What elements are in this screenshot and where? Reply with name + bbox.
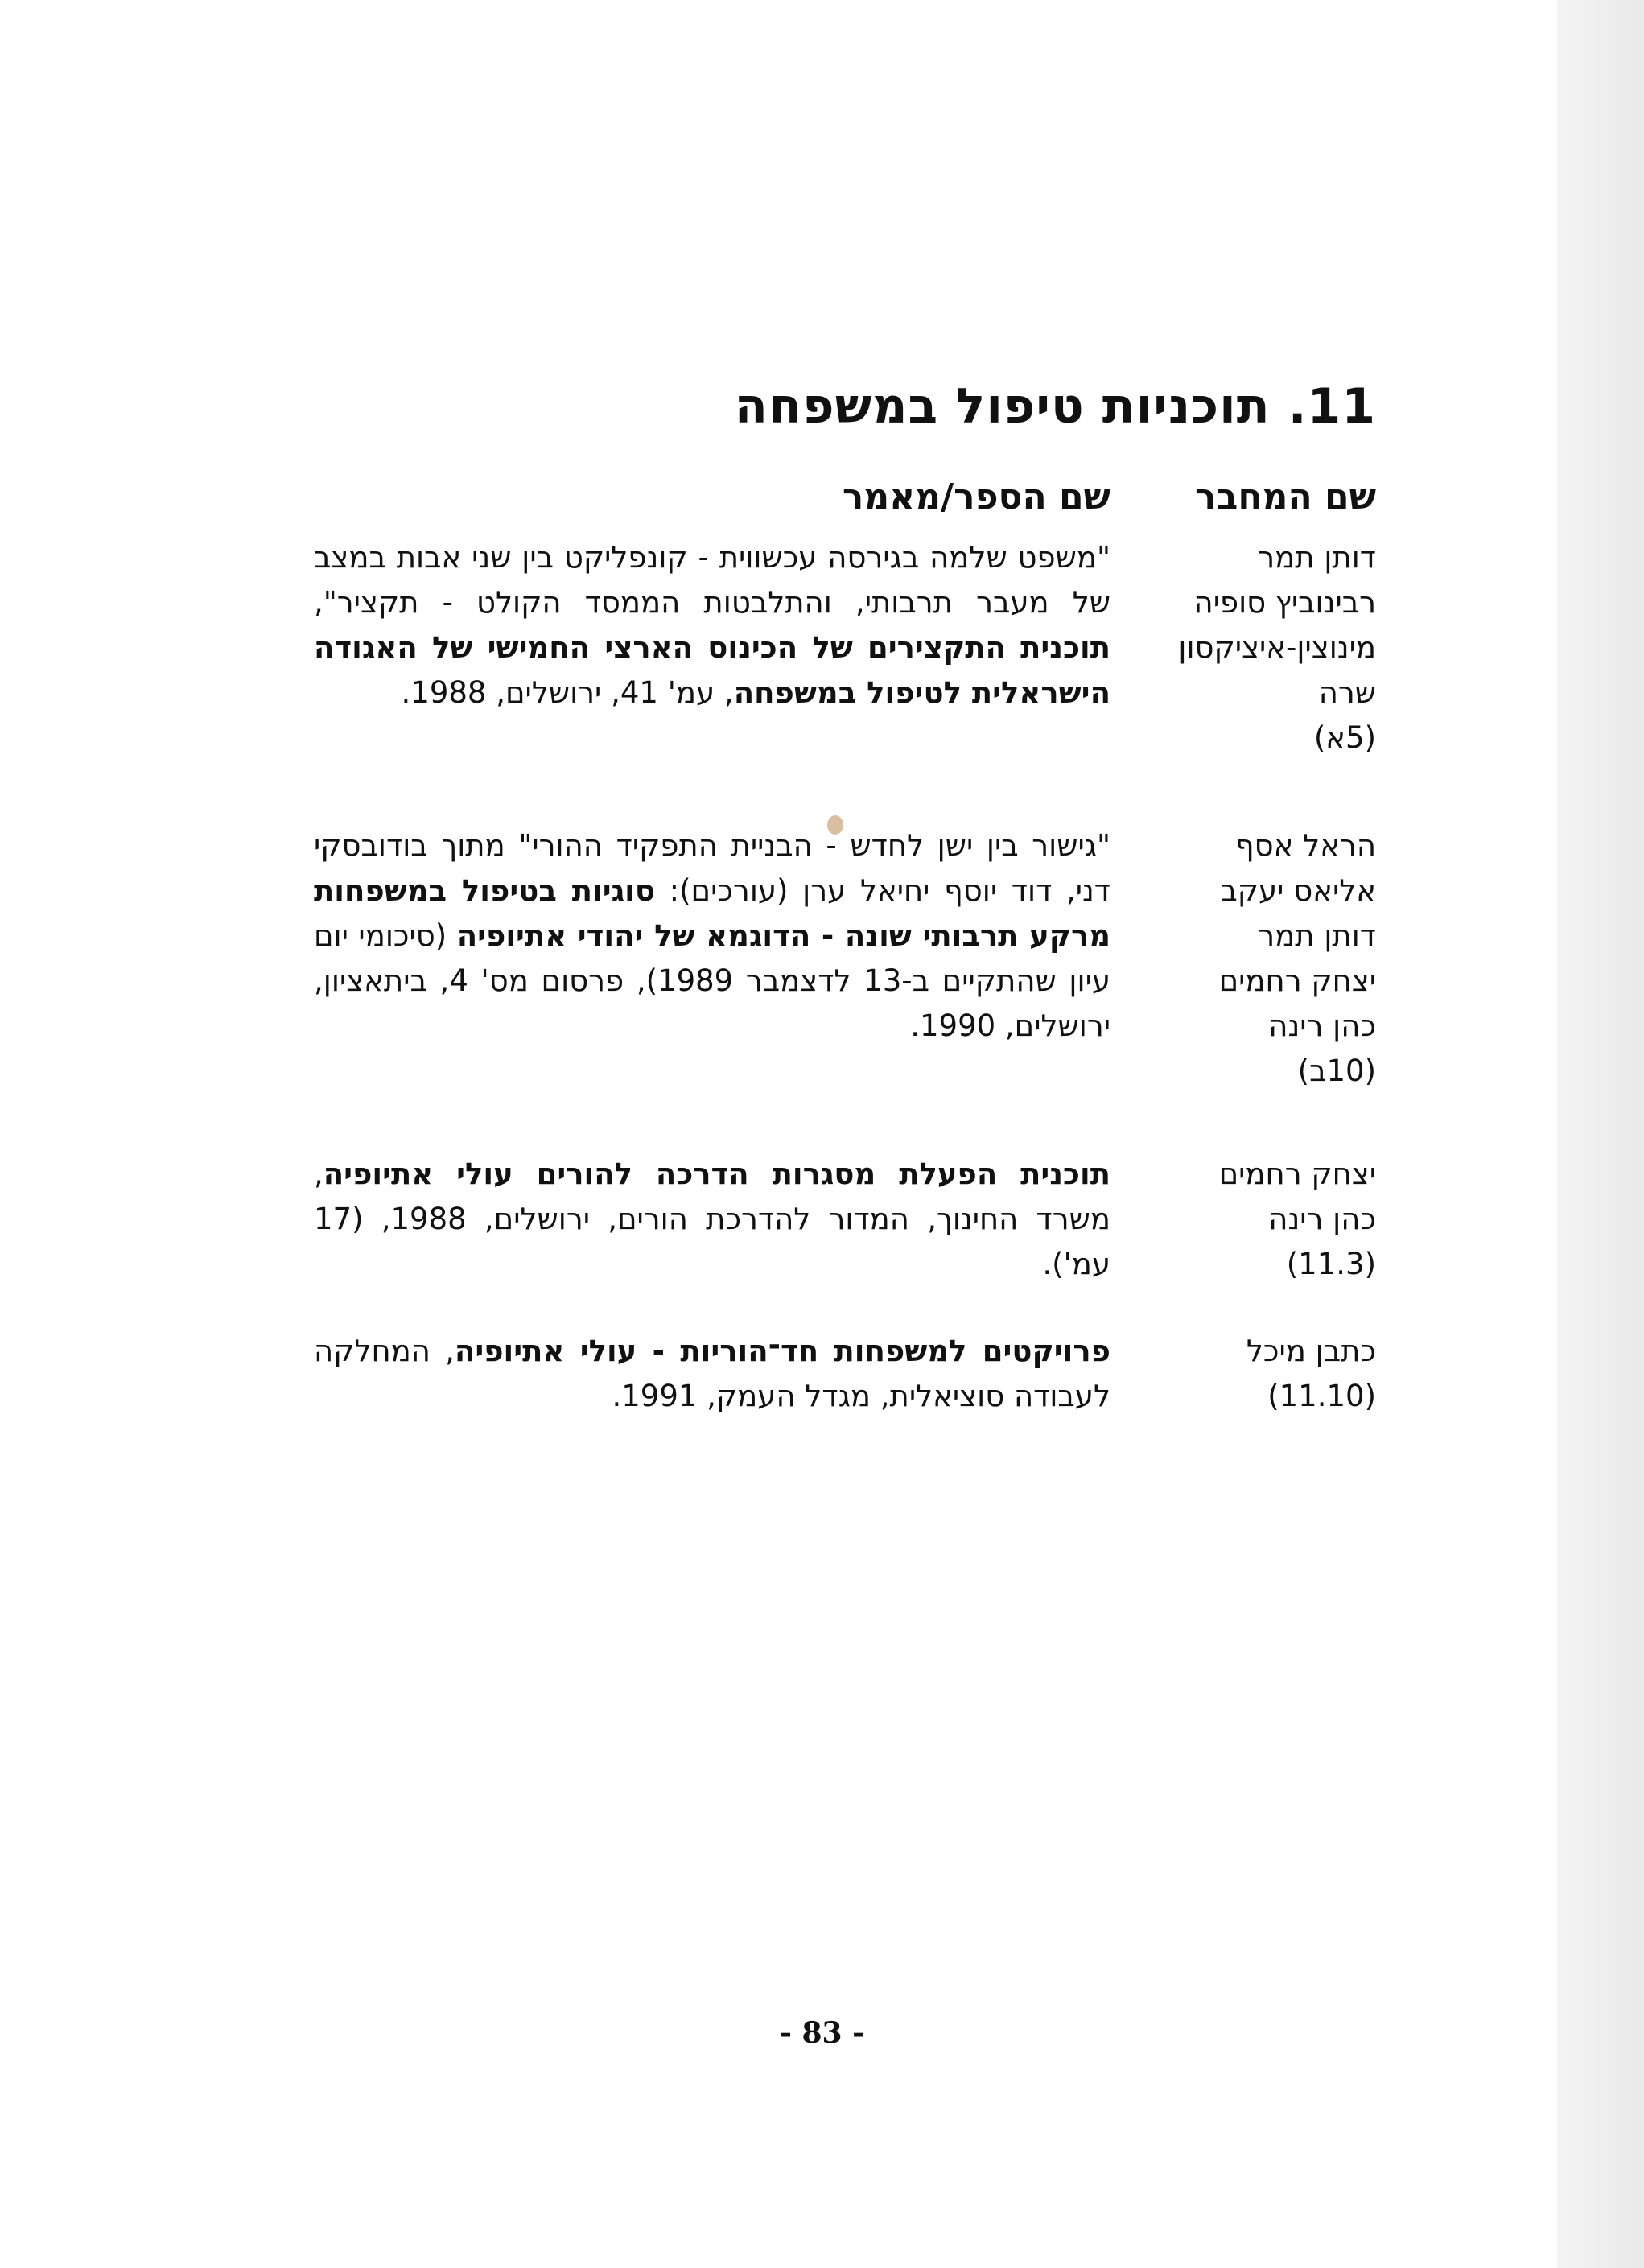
title-column-header: שם הספר/מאמר — [842, 476, 1110, 518]
author-line: שרה — [1318, 675, 1376, 710]
page-number: - 83 - — [779, 2016, 865, 2050]
entry-authors — [1110, 535, 1376, 761]
section-number: 11. — [1288, 378, 1376, 435]
title-text: "גישור בין ישן לחדש - הבניית התפקיד ההורי" מתוך בודובסקי דני, דוד יוסף יחיאל ערן (עורכים): — [314, 828, 1110, 908]
title-bold-text: סוגיות בטיפול במשפחות מרקע תרבותי שונה - הדוגמא של יהודי אתיופיה — [314, 873, 1111, 953]
title-bold-text: תוכנית הפעלת מסגרות הדרכה להורים עולי אתיופיה — [323, 1157, 1110, 1191]
entry-authors — [1110, 823, 1376, 1094]
author-line: כהן רינה — [1268, 1008, 1376, 1043]
author-line: כתבן מיכל — [1246, 1334, 1376, 1368]
author-line: דותן תמר — [1258, 540, 1376, 575]
author-line: דותן תמר — [1258, 918, 1376, 953]
author-line: יצחק רחמים — [1218, 1157, 1376, 1191]
author-column-header: שם המחבר — [1195, 476, 1376, 518]
entry-title — [314, 1152, 1110, 1287]
author-line: מינוצין-איציקסון — [1178, 630, 1376, 665]
title-bold-text: פרויקטים למשפחות חד־הוריות - עולי אתיופיה — [454, 1334, 1110, 1368]
entry-title — [314, 823, 1110, 1049]
title-text: , משרד החינוך, המדור להדרכת הורים, ירושלים, 1988, (17 עמ'). — [314, 1157, 1110, 1281]
title-text: "משפט שלמה בגירסה עכשווית - קונפליקט בין שני אבות במצב של מעבר תרבותי, והתלבטות הממסד הקולט - תקציר", — [314, 540, 1110, 620]
entry-code: (11.3) — [1286, 1247, 1376, 1281]
author-line: אליאס יעקב — [1220, 873, 1376, 908]
author-line: יצחק רחמים — [1218, 963, 1376, 998]
entry-code: (11.10) — [1267, 1379, 1376, 1413]
entry-code: (10ב) — [1297, 1054, 1376, 1088]
author-line: רבינוביץ סופיה — [1193, 585, 1376, 620]
document-body — [314, 378, 1376, 1419]
entry-authors — [1110, 1329, 1376, 1419]
title-bold-text: תוכנית התקצירים של הכינוס הארצי החמישי של האגודה הישראלית לטיפול במשפחה — [314, 630, 1110, 710]
entry-code: (5א) — [1313, 720, 1376, 755]
bibliography-entry — [314, 823, 1376, 1094]
entry-title — [314, 535, 1110, 715]
bibliography-entry — [314, 1329, 1376, 1419]
scanned-page-edge — [1557, 0, 1644, 2268]
bibliography-entry — [314, 535, 1376, 761]
section-title: תוכניות טיפול במשפחה — [734, 378, 1271, 435]
entry-authors — [1110, 1152, 1376, 1287]
title-text: (סיכומי יום עיון שהתקיים ב-13 לדצמבר 1989), פרסום מס' 4, ביתאציון, ירושלים, 1990. — [314, 918, 1111, 1043]
author-line: כהן רינה — [1268, 1202, 1376, 1236]
entry-title — [314, 1329, 1110, 1419]
author-line: הראל אסף — [1235, 828, 1376, 863]
title-text: , המחלקה לעבודה סוציאלית, מגדל העמק, 1991. — [314, 1334, 1110, 1413]
title-text: , עמ' 41, ירושלים, 1988. — [401, 675, 734, 710]
column-headers — [314, 476, 1376, 518]
bibliography-entry — [314, 1152, 1376, 1287]
section-heading — [314, 378, 1376, 435]
